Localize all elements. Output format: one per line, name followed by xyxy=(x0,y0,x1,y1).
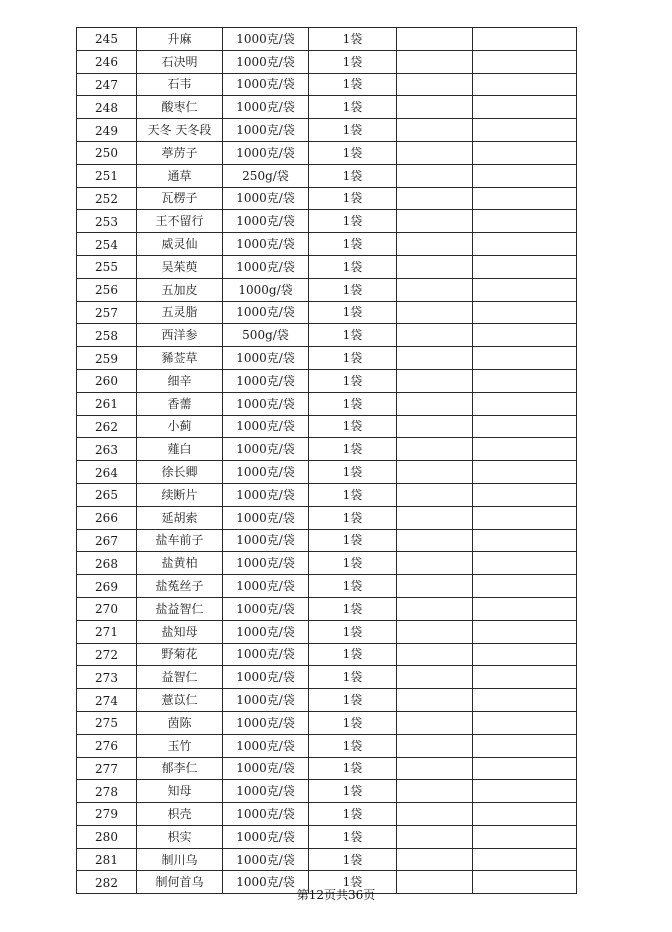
cell-name: 续断片 xyxy=(137,483,223,506)
table-row xyxy=(77,575,577,598)
cell-name: 香薷 xyxy=(137,392,223,415)
cell-empty xyxy=(397,278,473,301)
cell-empty xyxy=(397,164,473,187)
cell-name: 枳实 xyxy=(137,825,223,848)
cell-empty xyxy=(473,757,577,780)
cell-empty xyxy=(473,255,577,278)
cell-spec: 1000克/袋 xyxy=(223,825,309,848)
cell-no: 258 xyxy=(77,324,137,347)
cell-empty xyxy=(397,301,473,324)
cell-name: 石韦 xyxy=(137,73,223,96)
cell-spec: 1000克/袋 xyxy=(223,757,309,780)
cell-spec: 1000克/袋 xyxy=(223,301,309,324)
cell-qty: 1袋 xyxy=(309,278,397,301)
cell-no: 249 xyxy=(77,119,137,142)
cell-empty xyxy=(473,210,577,233)
cell-qty: 1袋 xyxy=(309,164,397,187)
cell-name: 五加皮 xyxy=(137,278,223,301)
cell-name: 细辛 xyxy=(137,369,223,392)
cell-name: 通草 xyxy=(137,164,223,187)
table-row xyxy=(77,483,577,506)
cell-qty: 1袋 xyxy=(309,438,397,461)
cell-no: 262 xyxy=(77,415,137,438)
table-row xyxy=(77,415,577,438)
cell-qty: 1袋 xyxy=(309,711,397,734)
cell-qty: 1袋 xyxy=(309,780,397,803)
cell-name: 升麻 xyxy=(137,28,223,51)
cell-spec: 1000克/袋 xyxy=(223,506,309,529)
cell-qty: 1袋 xyxy=(309,141,397,164)
cell-name: 知母 xyxy=(137,780,223,803)
cell-empty xyxy=(473,415,577,438)
cell-empty xyxy=(397,643,473,666)
table-row xyxy=(77,28,577,51)
cell-no: 245 xyxy=(77,28,137,51)
cell-qty: 1袋 xyxy=(309,529,397,552)
cell-empty xyxy=(397,689,473,712)
table-row xyxy=(77,461,577,484)
cell-empty xyxy=(473,483,577,506)
cell-spec: 1000克/袋 xyxy=(223,780,309,803)
cell-empty xyxy=(473,233,577,256)
cell-name: 延胡索 xyxy=(137,506,223,529)
cell-name: 王不留行 xyxy=(137,210,223,233)
cell-qty: 1袋 xyxy=(309,369,397,392)
cell-empty xyxy=(473,187,577,210)
cell-qty: 1袋 xyxy=(309,324,397,347)
cell-no: 253 xyxy=(77,210,137,233)
cell-spec: 1000克/袋 xyxy=(223,483,309,506)
cell-no: 270 xyxy=(77,597,137,620)
cell-empty xyxy=(397,324,473,347)
cell-name: 石决明 xyxy=(137,50,223,73)
table-row xyxy=(77,164,577,187)
cell-empty xyxy=(397,483,473,506)
table-row xyxy=(77,848,577,871)
cell-spec: 1000克/袋 xyxy=(223,552,309,575)
cell-qty: 1袋 xyxy=(309,597,397,620)
cell-empty xyxy=(473,552,577,575)
cell-qty: 1袋 xyxy=(309,689,397,712)
cell-spec: 1000克/袋 xyxy=(223,28,309,51)
table-row xyxy=(77,50,577,73)
cell-no: 271 xyxy=(77,620,137,643)
cell-empty xyxy=(473,506,577,529)
cell-empty xyxy=(397,210,473,233)
cell-empty xyxy=(397,620,473,643)
cell-empty xyxy=(473,529,577,552)
cell-empty xyxy=(397,73,473,96)
table-row xyxy=(77,233,577,256)
cell-qty: 1袋 xyxy=(309,803,397,826)
table-row xyxy=(77,825,577,848)
cell-name: 瓦楞子 xyxy=(137,187,223,210)
cell-spec: 1000克/袋 xyxy=(223,438,309,461)
cell-empty xyxy=(473,461,577,484)
cell-name: 益智仁 xyxy=(137,666,223,689)
cell-no: 260 xyxy=(77,369,137,392)
cell-qty: 1袋 xyxy=(309,255,397,278)
table-row xyxy=(77,643,577,666)
cell-qty: 1袋 xyxy=(309,461,397,484)
cell-empty xyxy=(473,438,577,461)
cell-no: 274 xyxy=(77,689,137,712)
cell-empty xyxy=(473,392,577,415)
cell-no: 267 xyxy=(77,529,137,552)
cell-no: 273 xyxy=(77,666,137,689)
cell-empty xyxy=(473,96,577,119)
cell-name: 小蓟 xyxy=(137,415,223,438)
cell-spec: 1000克/袋 xyxy=(223,50,309,73)
cell-spec: 1000克/袋 xyxy=(223,871,309,894)
cell-qty: 1袋 xyxy=(309,50,397,73)
cell-qty: 1袋 xyxy=(309,233,397,256)
cell-empty xyxy=(397,119,473,142)
cell-no: 269 xyxy=(77,575,137,598)
cell-qty: 1袋 xyxy=(309,483,397,506)
table-row xyxy=(77,324,577,347)
cell-no: 255 xyxy=(77,255,137,278)
table-row xyxy=(77,347,577,370)
cell-no: 247 xyxy=(77,73,137,96)
cell-name: 葶苈子 xyxy=(137,141,223,164)
cell-spec: 1000克/袋 xyxy=(223,119,309,142)
cell-qty: 1袋 xyxy=(309,73,397,96)
table-row xyxy=(77,757,577,780)
cell-empty xyxy=(397,506,473,529)
cell-spec: 1000克/袋 xyxy=(223,73,309,96)
cell-no: 281 xyxy=(77,848,137,871)
cell-empty xyxy=(473,711,577,734)
cell-no: 282 xyxy=(77,871,137,894)
cell-name: 盐黄柏 xyxy=(137,552,223,575)
cell-name: 枳壳 xyxy=(137,803,223,826)
cell-empty xyxy=(473,620,577,643)
cell-empty xyxy=(397,848,473,871)
cell-empty xyxy=(397,255,473,278)
table-row xyxy=(77,734,577,757)
cell-qty: 1袋 xyxy=(309,210,397,233)
cell-spec: 1000克/袋 xyxy=(223,369,309,392)
cell-no: 268 xyxy=(77,552,137,575)
cell-empty xyxy=(397,28,473,51)
cell-qty: 1袋 xyxy=(309,96,397,119)
cell-no: 263 xyxy=(77,438,137,461)
table-row xyxy=(77,529,577,552)
cell-spec: 1000克/袋 xyxy=(223,803,309,826)
cell-spec: 1000克/袋 xyxy=(223,575,309,598)
cell-empty xyxy=(397,96,473,119)
cell-name: 盐益智仁 xyxy=(137,597,223,620)
cell-qty: 1袋 xyxy=(309,757,397,780)
cell-empty xyxy=(473,28,577,51)
cell-empty xyxy=(397,187,473,210)
cell-qty: 1袋 xyxy=(309,187,397,210)
cell-spec: 1000克/袋 xyxy=(223,392,309,415)
cell-no: 251 xyxy=(77,164,137,187)
cell-no: 252 xyxy=(77,187,137,210)
cell-empty xyxy=(473,666,577,689)
cell-empty xyxy=(397,734,473,757)
cell-no: 256 xyxy=(77,278,137,301)
cell-spec: 1000克/袋 xyxy=(223,187,309,210)
cell-qty: 1袋 xyxy=(309,825,397,848)
table-row xyxy=(77,278,577,301)
cell-qty: 1袋 xyxy=(309,643,397,666)
cell-qty: 1袋 xyxy=(309,119,397,142)
cell-empty xyxy=(473,597,577,620)
cell-name: 酸枣仁 xyxy=(137,96,223,119)
cell-qty: 1袋 xyxy=(309,575,397,598)
cell-empty xyxy=(473,689,577,712)
cell-empty xyxy=(473,734,577,757)
cell-spec: 1000克/袋 xyxy=(223,848,309,871)
item-table xyxy=(76,27,577,894)
cell-no: 264 xyxy=(77,461,137,484)
cell-spec: 1000克/袋 xyxy=(223,210,309,233)
cell-empty xyxy=(473,643,577,666)
cell-spec: 500g/袋 xyxy=(223,324,309,347)
cell-empty xyxy=(397,666,473,689)
cell-empty xyxy=(473,50,577,73)
cell-empty xyxy=(397,347,473,370)
cell-spec: 250g/袋 xyxy=(223,164,309,187)
cell-name: 豨莶草 xyxy=(137,347,223,370)
cell-spec: 1000克/袋 xyxy=(223,620,309,643)
cell-empty xyxy=(473,575,577,598)
table-row xyxy=(77,666,577,689)
cell-no: 246 xyxy=(77,50,137,73)
cell-empty xyxy=(397,803,473,826)
cell-empty xyxy=(473,141,577,164)
cell-name: 薤白 xyxy=(137,438,223,461)
cell-no: 280 xyxy=(77,825,137,848)
cell-name: 制何首乌 xyxy=(137,871,223,894)
page-footer: 第12页共36页 xyxy=(296,888,376,902)
cell-name: 盐菟丝子 xyxy=(137,575,223,598)
cell-name: 茵陈 xyxy=(137,711,223,734)
cell-qty: 1袋 xyxy=(309,506,397,529)
cell-empty xyxy=(397,50,473,73)
cell-name: 玉竹 xyxy=(137,734,223,757)
cell-spec: 1000克/袋 xyxy=(223,643,309,666)
cell-name: 盐知母 xyxy=(137,620,223,643)
table-row xyxy=(77,96,577,119)
cell-spec: 1000克/袋 xyxy=(223,415,309,438)
cell-no: 278 xyxy=(77,780,137,803)
cell-no: 275 xyxy=(77,711,137,734)
cell-empty xyxy=(473,347,577,370)
table-row xyxy=(77,803,577,826)
table-row xyxy=(77,141,577,164)
cell-no: 265 xyxy=(77,483,137,506)
cell-qty: 1袋 xyxy=(309,848,397,871)
cell-empty xyxy=(473,803,577,826)
table-row xyxy=(77,210,577,233)
table-row xyxy=(77,187,577,210)
cell-name: 威灵仙 xyxy=(137,233,223,256)
cell-spec: 1000克/袋 xyxy=(223,666,309,689)
cell-no: 276 xyxy=(77,734,137,757)
cell-empty xyxy=(473,324,577,347)
cell-qty: 1袋 xyxy=(309,666,397,689)
cell-name: 野菊花 xyxy=(137,643,223,666)
cell-spec: 1000g/袋 xyxy=(223,278,309,301)
cell-empty xyxy=(397,461,473,484)
cell-name: 盐车前子 xyxy=(137,529,223,552)
cell-empty xyxy=(397,438,473,461)
cell-spec: 1000克/袋 xyxy=(223,141,309,164)
cell-no: 266 xyxy=(77,506,137,529)
cell-empty xyxy=(397,369,473,392)
cell-empty xyxy=(473,825,577,848)
cell-no: 254 xyxy=(77,233,137,256)
cell-spec: 1000克/袋 xyxy=(223,689,309,712)
cell-name: 徐长卿 xyxy=(137,461,223,484)
cell-empty xyxy=(397,392,473,415)
cell-name: 西洋参 xyxy=(137,324,223,347)
cell-empty xyxy=(473,780,577,803)
cell-qty: 1袋 xyxy=(309,734,397,757)
table-row xyxy=(77,552,577,575)
table-row xyxy=(77,119,577,142)
cell-spec: 1000克/袋 xyxy=(223,233,309,256)
cell-spec: 1000克/袋 xyxy=(223,347,309,370)
cell-name: 五灵脂 xyxy=(137,301,223,324)
cell-qty: 1袋 xyxy=(309,552,397,575)
cell-no: 261 xyxy=(77,392,137,415)
cell-empty xyxy=(473,301,577,324)
table-row xyxy=(77,506,577,529)
table-row xyxy=(77,301,577,324)
cell-spec: 1000克/袋 xyxy=(223,711,309,734)
cell-name: 制川乌 xyxy=(137,848,223,871)
cell-name: 薏苡仁 xyxy=(137,689,223,712)
cell-empty xyxy=(473,369,577,392)
cell-empty xyxy=(397,141,473,164)
cell-no: 272 xyxy=(77,643,137,666)
cell-no: 257 xyxy=(77,301,137,324)
cell-qty: 1袋 xyxy=(309,871,397,894)
cell-qty: 1袋 xyxy=(309,28,397,51)
cell-spec: 1000克/袋 xyxy=(223,96,309,119)
cell-spec: 1000克/袋 xyxy=(223,461,309,484)
cell-qty: 1袋 xyxy=(309,301,397,324)
cell-empty xyxy=(397,757,473,780)
cell-empty xyxy=(473,848,577,871)
cell-empty xyxy=(397,552,473,575)
cell-no: 259 xyxy=(77,347,137,370)
table-row xyxy=(77,780,577,803)
table-row xyxy=(77,711,577,734)
table-row xyxy=(77,689,577,712)
cell-empty xyxy=(397,575,473,598)
cell-no: 250 xyxy=(77,141,137,164)
table-row xyxy=(77,438,577,461)
cell-qty: 1袋 xyxy=(309,415,397,438)
cell-empty xyxy=(397,597,473,620)
cell-name: 郁李仁 xyxy=(137,757,223,780)
table-row xyxy=(77,255,577,278)
table-body xyxy=(77,28,577,894)
table-row xyxy=(77,73,577,96)
cell-empty xyxy=(473,164,577,187)
cell-empty xyxy=(397,825,473,848)
cell-empty xyxy=(473,278,577,301)
table-row xyxy=(77,620,577,643)
cell-empty xyxy=(397,233,473,256)
cell-qty: 1袋 xyxy=(309,347,397,370)
cell-spec: 1000克/袋 xyxy=(223,255,309,278)
table-row xyxy=(77,392,577,415)
table-row xyxy=(77,369,577,392)
cell-qty: 1袋 xyxy=(309,392,397,415)
cell-spec: 1000克/袋 xyxy=(223,597,309,620)
cell-empty xyxy=(397,711,473,734)
cell-qty: 1袋 xyxy=(309,620,397,643)
cell-spec: 1000克/袋 xyxy=(223,529,309,552)
cell-no: 279 xyxy=(77,803,137,826)
cell-empty xyxy=(397,780,473,803)
cell-empty xyxy=(473,73,577,96)
cell-empty xyxy=(473,119,577,142)
cell-name: 吴茱萸 xyxy=(137,255,223,278)
cell-name: 天冬 天冬段 xyxy=(137,119,223,142)
cell-no: 248 xyxy=(77,96,137,119)
cell-empty xyxy=(397,415,473,438)
cell-spec: 1000克/袋 xyxy=(223,734,309,757)
cell-empty xyxy=(397,529,473,552)
table-row xyxy=(77,597,577,620)
cell-no: 277 xyxy=(77,757,137,780)
